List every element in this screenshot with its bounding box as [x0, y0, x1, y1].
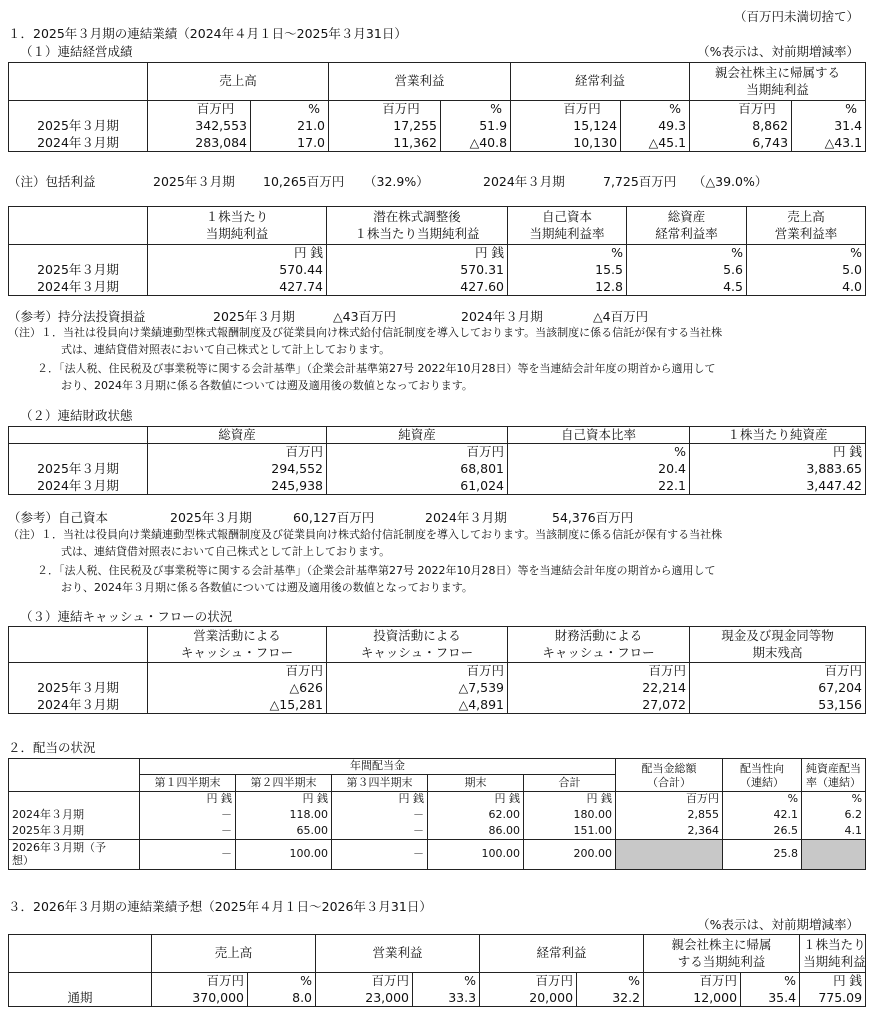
- section3-title: （３）連結キャッシュ・フローの状況: [20, 609, 233, 624]
- col-roa: 総資産 経常利益率: [627, 207, 747, 245]
- footnote-2: ２．「法人税、住民税及び事業税等に関する会計基準」（企業会計基準第27号 2022年10月28日）等を当連結会計年度の期首から適用して: [37, 362, 716, 375]
- col-financing-cf: 財務活動による キャッシュ・フロー: [508, 627, 690, 663]
- table-row: 2025年３月期 342,553 21.0 17,255 51.9 15,124 49.3 8,862 31.4: [9, 118, 866, 135]
- table-row: 2024年３月期 △15,281 △4,891 27,072 53,156: [9, 697, 866, 714]
- col-total-dividend: 配当金総額 （合計）: [616, 759, 723, 792]
- section1-title: １．2025年３月期の連結業績（2024年４月１日～2025年３月31日）: [8, 26, 407, 41]
- col-operating-income: 営業利益: [329, 63, 511, 101]
- footnote-3: （注）１．当社は役員向け業績連動型株式報酬制度及び従業員向け株式給付信託制度を導入しております。当該制度に係る信託が保有する当社株: [8, 528, 723, 541]
- footnote-3-cont: 式は、連結貸借対照表において自己株式として計上しております。: [61, 545, 391, 558]
- section1-subtitle: （１）連結経営成績: [20, 44, 133, 59]
- financial-position-table: [8, 426, 866, 495]
- col-equity-ratio: 自己資本比率: [508, 427, 690, 444]
- table-row: 2024年３月期 245,938 61,024 22.1 3,447.42: [9, 478, 866, 495]
- table-row: 2025年３月期 △626 △7,539 22,214 67,204: [9, 680, 866, 697]
- table-row: 2024年３月期 427.74 427.60 12.8 4.5 4.0: [9, 279, 866, 296]
- col-net-income: 親会社株主に帰属する 当期純利益: [690, 63, 866, 101]
- header-row: [9, 207, 866, 245]
- col-ordinary-income: 経常利益: [511, 63, 690, 101]
- forecast-table: [8, 934, 866, 1007]
- col-operating-cf: 営業活動による キャッシュ・フロー: [148, 627, 327, 663]
- header-row: [9, 627, 866, 663]
- col-operating-income: 営業利益: [316, 935, 480, 973]
- cash-flow-table: [8, 626, 866, 714]
- unit-row: 円 銭 円 銭 円 銭 円 銭 円 銭 百万円 % %: [9, 791, 866, 807]
- footnote-4-cont: おり、2024年３月期に係る各数値については遡及適用後の数値となっております。: [61, 581, 473, 594]
- col-payout-ratio: 配当性向 （連結）: [723, 759, 802, 792]
- header-row: [9, 935, 866, 973]
- section2-title: （２）連結財政状態: [20, 408, 133, 423]
- unit-row: 円 銭 円 銭 % % %: [9, 245, 866, 262]
- table-row: 2025年３月期 570.44 570.31 15.5 5.6 5.0: [9, 262, 866, 279]
- col-year-end: 期末: [428, 775, 524, 791]
- col-roe: 自己資本 当期純利益率: [508, 207, 627, 245]
- col-ordinary-income: 経常利益: [480, 935, 644, 973]
- unit-note: （百万円未満切捨て）: [733, 9, 859, 24]
- col-q3: 第３四半期末: [332, 775, 428, 791]
- col-net-income: 親会社株主に帰属 する当期純利益: [644, 935, 800, 973]
- footnote-4: ２．「法人税、住民税及び事業税等に関する会計基準」（企業会計基準第27号 2022年10月28日）等を当連結会計年度の期首から適用して: [37, 564, 716, 577]
- col-total-assets: 総資産: [148, 427, 327, 444]
- unit-row: 百万円 百万円 % 円 銭: [9, 444, 866, 461]
- footnote-1: （注）１．当社は役員向け業績連動型株式報酬制度及び従業員向け株式給付信託制度を導入しております。当該制度に係る信託が保有する当社株: [8, 326, 723, 339]
- col-investing-cf: 投資活動による キャッシュ・フロー: [327, 627, 508, 663]
- col-diluted-eps: 潜在株式調整後 １株当たり当期純利益: [327, 207, 508, 245]
- unit-row: 百万円 百万円 百万円 百万円: [9, 663, 866, 680]
- table-row: 通期 370,000 8.0 23,000 33.3 20,000 32.2 12,000 35.4 775.09: [9, 990, 866, 1007]
- col-net-assets: 純資産: [327, 427, 508, 444]
- col-sales: 売上高: [152, 935, 316, 973]
- operating-results-table: [8, 62, 866, 152]
- col-doe: 純資産配当 率（連結）: [802, 759, 866, 792]
- header-row: [9, 427, 866, 444]
- col-cash-balance: 現金及び現金同等物 期末残高: [690, 627, 866, 663]
- section-dividends-title: ２．配当の状況: [8, 740, 96, 755]
- table-row: 2025年３月期 294,552 68,801 20.4 3,883.65: [9, 461, 866, 478]
- col-operating-margin: 売上高 営業利益率: [747, 207, 866, 245]
- col-eps: １株当たり 当期純利益: [800, 935, 866, 973]
- col-sales: 売上高: [148, 63, 329, 101]
- col-q2: 第２四半期末: [236, 775, 332, 791]
- header-row: [9, 63, 866, 101]
- dividends-table: [8, 758, 866, 870]
- forecast-row: 2026年３月期（予 想） － 100.00 － 100.00 200.00 25.8: [9, 839, 866, 869]
- col-bps: １株当たり純資産: [690, 427, 866, 444]
- table-row: 2024年３月期 283,084 17.0 11,362 △40.8 10,130 △45.1 6,743 △43.1: [9, 135, 866, 152]
- section-forecast-title: ３．2026年３月期の連結業績予想（2025年４月１日～2026年３月31日）: [8, 899, 432, 914]
- pct-note-2: （%表示は、対前期増減率）: [697, 917, 859, 932]
- col-eps: １株当たり 当期純利益: [148, 207, 327, 245]
- pct-note-1: （%表示は、対前期増減率）: [697, 44, 859, 59]
- footnote-2-cont: おり、2024年３月期に係る各数値については遡及適用後の数値となっております。: [61, 379, 473, 392]
- header-row: [9, 759, 866, 775]
- table-row: 2025年３月期 － 65.00 － 86.00 151.00 2,364 26.5 4.1: [9, 823, 866, 839]
- unit-row: 百万円 % 百万円 % 百万円 % 百万円 % 円 銭: [9, 973, 866, 990]
- col-total: 合計: [524, 775, 616, 791]
- per-share-table: [8, 206, 866, 296]
- col-annual-dividend: 年間配当金: [140, 759, 616, 775]
- table-row: 2024年３月期 － 118.00 － 62.00 180.00 2,855 42.1 6.2: [9, 807, 866, 823]
- unit-row: 百万円 % 百万円 % 百万円 % 百万円 %: [9, 101, 866, 118]
- col-q1: 第１四半期末: [140, 775, 236, 791]
- footnote-1-cont: 式は、連結貸借対照表において自己株式として計上しております。: [61, 343, 391, 356]
